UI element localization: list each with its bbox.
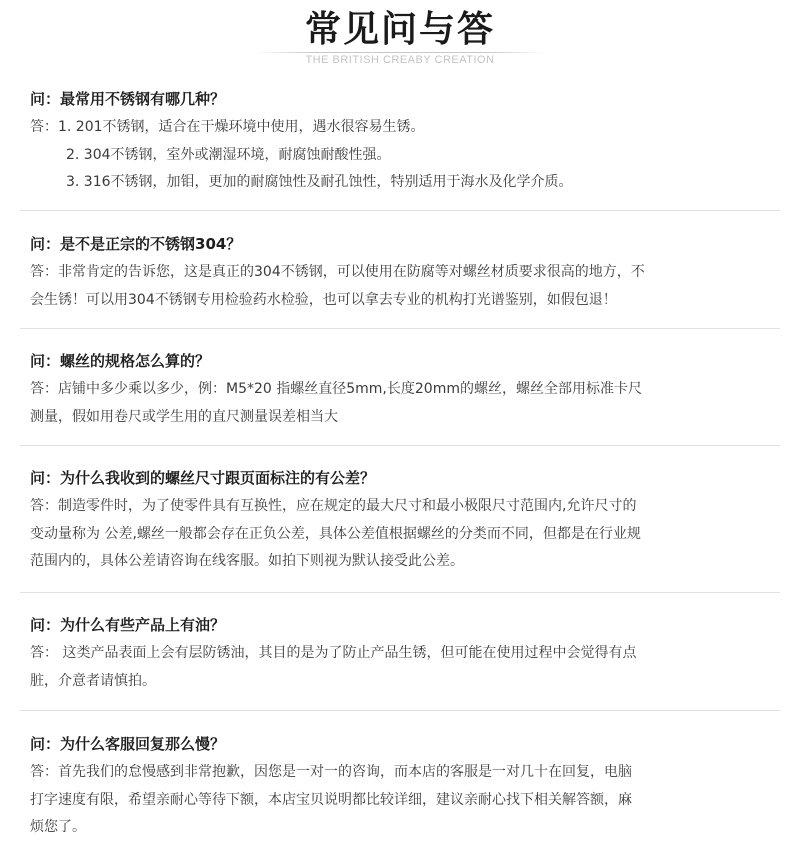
faq-answer-line: 答：1. 201不锈钢，适合在干燥环境中使用，遇水很容易生锈。 bbox=[30, 119, 425, 135]
header bbox=[0, 0, 800, 70]
faq-question: 问：为什么客服回复那么慢？ bbox=[30, 735, 226, 753]
faq-answer-line: 答：店铺中多少乘以多少，例：M5*20 指螺丝直径5mm,长度20mm的螺丝，螺丝全部用标准卡尺 bbox=[30, 381, 642, 397]
faq-question: 问：最常用不锈钢有哪几种？ bbox=[30, 90, 226, 108]
faq-answer-line: 2. 304不锈钢，室外或潮湿环境，耐腐蚀耐酸性强。 bbox=[66, 146, 391, 163]
faq-question: 问：是不是正宗的不锈钢304？ bbox=[30, 235, 242, 253]
faq-answer-line: 答：制造零件时，为了使零件具有互换性，应在规定的最大尺寸和最小极限尺寸范围内,允许尺寸的 bbox=[30, 498, 637, 514]
faq-answer-line: 答：非常肯定的告诉您，这是真正的304不锈钢，可以使用在防腐等对螺丝材质要求很高的地方，不 bbox=[30, 264, 645, 280]
faq-item bbox=[30, 233, 780, 311]
faq-item bbox=[30, 88, 780, 193]
faq-question: 问：为什么我收到的螺丝尺寸跟页面标注的有公差？ bbox=[30, 469, 376, 487]
section-divider bbox=[20, 592, 780, 593]
faq-question: 问：螺丝的规格怎么算的？ bbox=[30, 352, 211, 370]
faq-question: 问：为什么有些产品上有油？ bbox=[30, 616, 226, 634]
faq-answer-line: 答： 这类产品表面上会有层防锈油，其目的是为了防止产品生锈，但可能在使用过程中会觉得有点 bbox=[30, 645, 637, 661]
page-subtitle: THE BRITISH CREABY CREATION bbox=[305, 54, 495, 66]
faq-answer-line: 答：首先我们的怠慢感到非常抱歉，因您是一对一的咨询，而本店的客服是一对几十在回复，电脑 bbox=[30, 764, 632, 780]
page-title: 常见问与答 bbox=[304, 9, 495, 50]
faq-answer-line: 变动量称为 公差,螺丝一般都会存在正负公差，具体公差值根据螺丝的分类而不同，但都是在行业规 bbox=[30, 525, 641, 542]
faq-answer-line: 会生锈！可以用304不锈钢专用检验药水检验，也可以拿去专业的机构打光谱鉴别，如假包退！ bbox=[30, 291, 617, 308]
faq-answer-line: 测量，假如用卷尺或学生用的直尺测量误差相当大 bbox=[30, 408, 338, 425]
faq-answer-line: 范围内的，具体公差请咨询在线客服。如拍下则视为默认接受此公差。 bbox=[30, 553, 464, 569]
faq-item bbox=[30, 350, 780, 428]
section-divider bbox=[20, 210, 780, 211]
faq-item bbox=[30, 733, 780, 838]
faq-answer-line: 烦您了。 bbox=[30, 819, 86, 835]
faq-item bbox=[30, 614, 780, 692]
section-divider bbox=[20, 710, 780, 711]
faq-item bbox=[30, 467, 780, 572]
section-divider bbox=[20, 328, 780, 329]
section-divider bbox=[20, 445, 780, 446]
faq-answer-line: 脏，介意者请慎拍。 bbox=[30, 672, 156, 689]
faq-answer-line: 打字速度有限，希望亲耐心等待下额，本店宝贝说明都比较详细，建议亲耐心找下相关解答额，麻 bbox=[30, 791, 632, 808]
faq-answer-line: 3. 316不锈钢，加钼，更加的耐腐蚀性及耐孔蚀性，特别适用于海水及化学介质。 bbox=[66, 174, 573, 190]
